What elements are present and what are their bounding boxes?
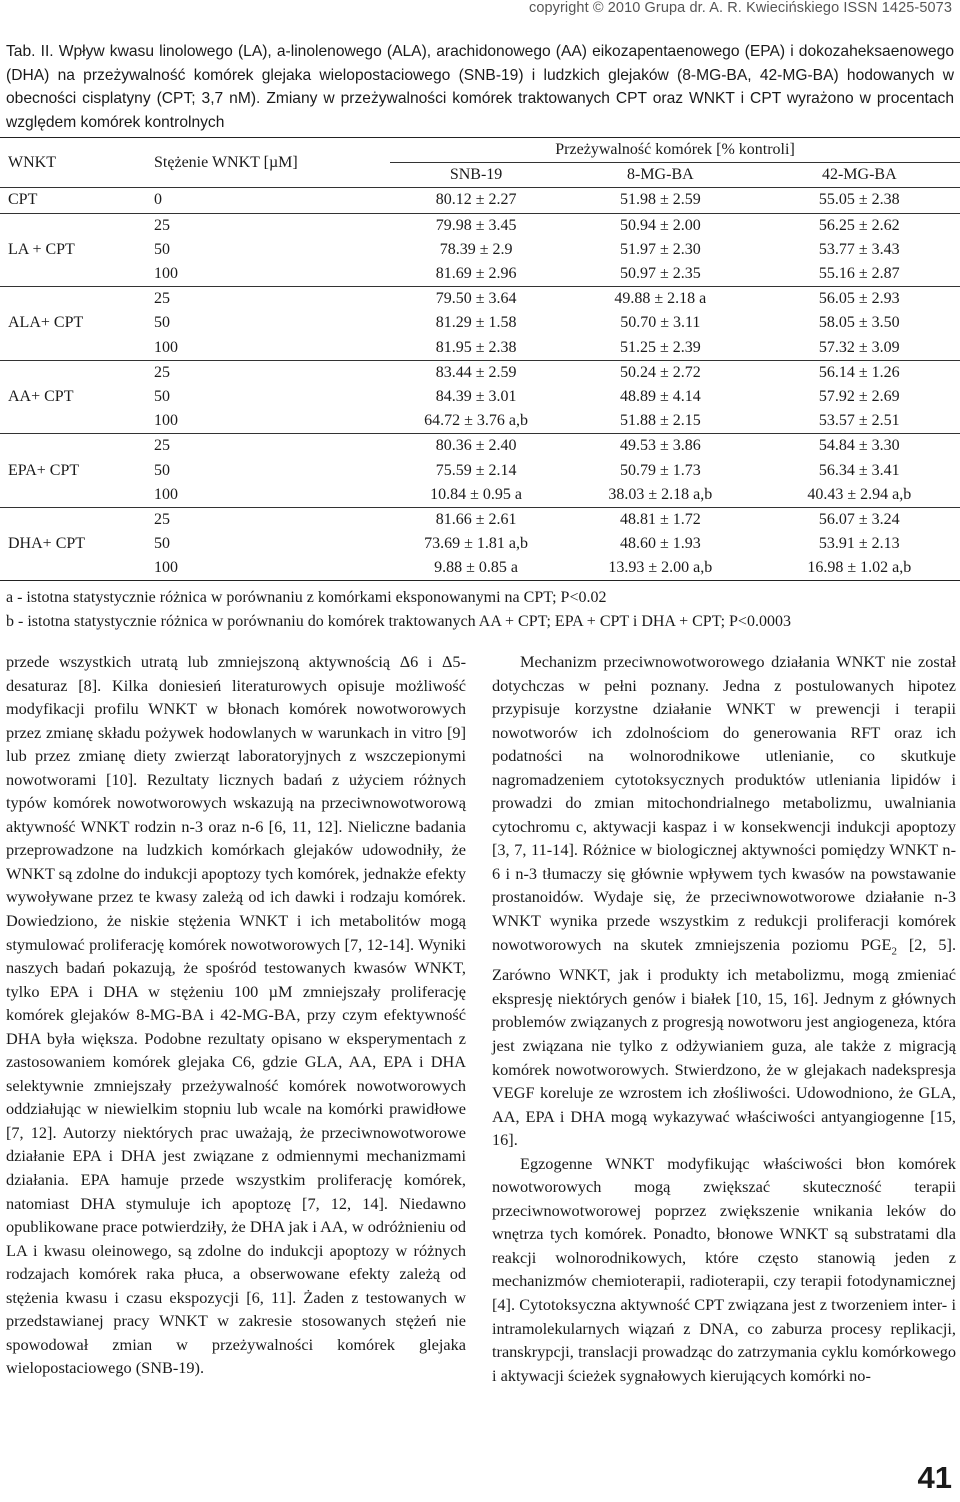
value-cell: 56.07 ± 3.24 xyxy=(759,507,960,532)
value-cell: 78.39 ± 2.9 xyxy=(439,240,513,258)
value-cell: 50.24 ± 2.72 xyxy=(562,360,758,385)
concentration-cell: 25 xyxy=(146,213,390,238)
value-cell: 57.32 ± 3.09 xyxy=(818,338,900,356)
value-cell: 56.25 ± 2.62 xyxy=(759,213,960,238)
value-cell: 51.25 ± 2.39 xyxy=(619,338,701,356)
body-paragraph: Egzogenne WNKT modyfikując właściwości błon komórek nowotworowych mogą zwiększać skuteczność terapii przeciwnowotworowej poprzez zwiększenie wnikania leków do wnętrza tych komórek. Ponadto, błonowe WNKT są substratami dla reakcji wolnorodnikowych, które często stanowią jeden z mechanizmów chemioterapii, radioterapii, czy terapii fotodynamicznej [4]. Cytotoksyczna aktywność CPT związana jest z tworzeniem inter- i intramolekularnych wiązań z DNA, co zaburza procesy replikacji, transkrypcji, translacji prowadząc do zatrzymania cyklu komórkowego i aktywacji ścieżek sygnałowych kierujących komórki no- xyxy=(492,1153,956,1385)
value-cell: 55.05 ± 2.38 xyxy=(818,191,900,209)
value-cell: 53.77 ± 3.43 xyxy=(818,240,900,258)
value-cell: 49.88 ± 2.18 a xyxy=(562,287,758,312)
table-row xyxy=(0,434,960,459)
body-paragraph xyxy=(492,650,956,1152)
concentration-cell: 50 xyxy=(154,314,171,332)
header-snb19: SNB-19 xyxy=(390,163,562,188)
table-row xyxy=(0,360,960,385)
value-cell: 51.88 ± 2.15 xyxy=(619,412,701,430)
value-cell: 55.16 ± 2.87 xyxy=(818,265,900,283)
table-row xyxy=(0,188,960,213)
concentration-cell: 0 xyxy=(154,191,163,209)
concentration-cell: 50 xyxy=(154,535,171,553)
concentration-cell: 25 xyxy=(146,360,390,385)
table-notes xyxy=(6,586,956,634)
note-a: a - istotna statystycznie różnica w porównaniu z komórkami eksponowanymi na CPT; P<0.02 xyxy=(6,589,607,606)
value-cell: 50.94 ± 2.00 xyxy=(562,213,758,238)
concentration-cell: 25 xyxy=(146,287,390,312)
value-cell: 54.84 ± 3.30 xyxy=(759,434,960,459)
value-cell: 10.84 ± 0.95 a xyxy=(430,485,523,503)
header-survival-group: Przeżywalność komórek [% kontroli] xyxy=(390,138,960,163)
copyright-line: copyright © 2010 Grupa dr. A. R. Kwiecińskiego ISSN 1425-5073 xyxy=(528,0,952,16)
agent-cell: AA+ CPT xyxy=(0,360,146,434)
table-row xyxy=(0,213,960,238)
table-caption-text: Wpływ kwasu linolowego (LA), a-linolenowego (ALA), arachidonowego (AA) eikozapentaenowego (EPA) i dokozaheksaenowego (DHA) na przeżywalność komórek glejaka wielopostaciowego (SNB-19) i ludzkich glejaków (8-MG-BA, 42-MG-BA) hodowanych w obecności cisplatyny (CPT; 3,7 nM). Zmiany w przeżywalności komórek traktowanych CPT oraz WNKT i CPT wyrażono w procentach względem komórek kontrolnych xyxy=(6,43,954,131)
value-cell: 84.39 ± 3.01 xyxy=(435,387,517,405)
value-cell: 51.97 ± 2.30 xyxy=(619,240,701,258)
header-8mgba: 8-MG-BA xyxy=(562,163,758,188)
value-cell: 73.69 ± 1.81 a,b xyxy=(424,535,529,553)
value-cell: 50.70 ± 3.11 xyxy=(620,314,701,332)
header-agent: WNKT xyxy=(0,138,146,188)
survival-table xyxy=(0,137,960,581)
body-text: [2, 5]. Zarówno WNKT, jak i produkty ich metabolizmu, mogą zmieniać ekspresję niektórych genów i białek [10, 15, 16]. Jednym z głównych problemów związanych z progresją nowotworu jest angiogeneza, która jest związana nie tylko z odżywianiem guza, ale także z migracją komórek nowotworowych. Stwierdzono, że w glejakach nadekspresja VEGF koreluje ze wzrostem ich złośliwości. Udowodniono, że GLA, AA, EPA i DHA mogą wykazywać właściwości antyangiogenne [15, 16]. xyxy=(492,934,957,1150)
concentration-cell: 25 xyxy=(146,434,390,459)
value-cell: 75.59 ± 2.14 xyxy=(435,461,517,479)
header-42mgba: 42-MG-BA xyxy=(759,163,960,188)
subscript: 2 xyxy=(891,944,897,957)
agent-cell: DHA+ CPT xyxy=(0,507,146,581)
table-caption-label: Tab. II. xyxy=(6,43,54,60)
page-number: 41 xyxy=(917,1460,952,1495)
concentration-cell: 100 xyxy=(154,338,179,356)
value-cell: 50.97 ± 2.35 xyxy=(619,265,701,283)
agent-cell: LA + CPT xyxy=(0,213,146,287)
value-cell: 58.05 ± 3.50 xyxy=(818,314,900,332)
value-cell: 53.57 ± 2.51 xyxy=(818,412,900,430)
concentration-cell: 50 xyxy=(154,461,171,479)
table-caption xyxy=(6,40,954,134)
value-cell: 48.81 ± 1.72 xyxy=(562,507,758,532)
value-cell: 80.36 ± 2.40 xyxy=(390,434,562,459)
concentration-cell: 100 xyxy=(154,265,179,283)
concentration-cell: 50 xyxy=(154,240,171,258)
value-cell: 49.53 ± 3.86 xyxy=(562,434,758,459)
value-cell: 38.03 ± 2.18 a,b xyxy=(608,485,713,503)
concentration-cell: 100 xyxy=(146,556,390,581)
value-cell: 64.72 ± 3.76 a,b xyxy=(424,412,529,430)
agent-cell: EPA+ CPT xyxy=(0,434,146,508)
value-cell: 53.91 ± 2.13 xyxy=(818,535,900,553)
value-cell: 81.66 ± 2.61 xyxy=(390,507,562,532)
value-cell: 13.93 ± 2.00 a,b xyxy=(562,556,758,581)
value-cell: 51.98 ± 2.59 xyxy=(619,191,701,209)
body-text: Mechanizm przeciwnowotworowego działania WNKT nie został dotychczas w pełni poznany. Jedna z postulowanych hipotez przypisuje korzystne działanie WNKT w prewencji i terapii nowotworów ich zdolnościom do generowania RFT oraz ich podatności na wolnorodnikowe utlenianie, co skutkuje nagromadzeniem cytotoksycznych produktów utleniania lipidów i prowadzi do zmian mitochondrialnego metabolizmu, uwalniania cytochromu c, aktywacji kaspaz i w konsekwencji indukcji apoptozy [3, 7, 11-14]. Różnice w biologicznej aktywności pomiędzy WNKT n-6 i n-3 tłumaczy się głównie wpływem tych kwasów na powstawanie prostanoidów. Wydaje się, że przeciwnowotworowe działanie n-3 WNKT wynika przede wszystkim z redukcji proliferacji komórek nowotworowych na skutek zmniejszenia poziomu PGE xyxy=(492,652,956,954)
value-cell: 40.43 ± 2.94 a,b xyxy=(807,485,912,503)
body-column-left xyxy=(6,650,466,1380)
value-cell: 80.12 ± 2.27 xyxy=(435,191,517,209)
value-cell: 16.98 ± 1.02 a,b xyxy=(759,556,960,581)
concentration-cell: 50 xyxy=(154,387,171,405)
table-row xyxy=(0,287,960,312)
note-b: b - istotna statystycznie różnica w porównaniu do komórek traktowanych AA + CPT; EPA + CPT i DHA + CPT; P<0.0003 xyxy=(6,612,791,630)
agent-cell: CPT xyxy=(8,191,38,209)
value-cell: 50.79 ± 1.73 xyxy=(619,461,701,479)
agent-cell: ALA+ CPT xyxy=(0,287,146,361)
value-cell: 81.29 ± 1.58 xyxy=(435,314,517,332)
value-cell: 83.44 ± 2.59 xyxy=(390,360,562,385)
value-cell: 79.98 ± 3.45 xyxy=(390,213,562,238)
value-cell: 79.50 ± 3.64 xyxy=(390,287,562,312)
header-concentration: Stężenie WNKT [µM] xyxy=(146,138,390,188)
value-cell: 56.34 ± 3.41 xyxy=(818,461,900,479)
table-body xyxy=(0,188,960,581)
value-cell: 81.95 ± 2.38 xyxy=(435,338,517,356)
value-cell: 56.05 ± 2.93 xyxy=(759,287,960,312)
concentration-cell: 100 xyxy=(154,485,179,503)
value-cell: 81.69 ± 2.96 xyxy=(435,265,517,283)
body-paragraph: przede wszystkich utratą lub zmniejszoną aktywnością Δ6 i Δ5-desaturaz [8]. Kilka doniesień literaturowych opisuje możliwość modyfikacji profilu WNKT w błonach komórek nowotworowych przez zmianę składu pożywek hodowlanych w warunkach in vitro [9] lub przez zmianę diety zwierząt laboratoryjnych z wszczepionymi nowotworami [10]. Rezultaty licznych badań z użyciem różnych typów komórek nowotworowych wskazują na przeciwnowotworową aktywność WNKT rodzin n-3 oraz n-6 [6, 11, 12]. Nieliczne badania przeprowadzone na ludzkich komórkach glejaków udowodniły, że WNKT są zdolne do indukcji apoptozy tych komórek, jednakże efekty wywoływane przez te kwasy zależą od ich dawki i rodzaju komórek. Dowiedziono, że niskie stężenia WNKT i ich metabolitów mogą stymulować proliferację komórek nowotworowych [7, 12-14]. Wyniki naszych badań pokazują, że spośród testowanych kwasów WNKT, tylko EPA i DHA w stężeniu 100 µM zmniejszały proliferację komórek glejaków 8-MG-BA i 42-MG-BA, przy czym efektywność DHA była większa. Podobne rezultaty opisano w eksperymentach z zastosowaniem komórek glejaka C6, gdzie GLA, AA, EPA i DHA selektywnie zmniejszały przeżywalność komórek nowotworowych oddziałując w niewielkim stopniu lub wcale na komórki prawidłowe [7, 12]. Autorzy niektórych prac uważają, że przeciwnowotworowe działanie EPA i DHA jest związane z odmiennymi mechanizmami działania. EPA hamuje przede wszystkim proliferację komórek, natomiast DHA stymuluje ich apoptozę [7, 12, 14]. Niedawno opublikowane prace potwierdziły, że DHA jak i AA, w odróżnieniu od LA i kwasu oleinowego, są zdolne do indukcji apoptozy w różnych rodzajach komórek raka płuca, a obserwowane efekty zależą od stężenia kwasu i czasu ekspozycji [6, 11]. Żaden z testowanych w przedstawianej pracy WNKT w zakresie stosowanych stężeń nie spowodował zmian w przeżywalności komórek glejaka wielopostaciowego (SNB-19). xyxy=(6,652,466,1378)
value-cell: 57.92 ± 2.69 xyxy=(818,387,900,405)
body-column-right xyxy=(492,650,956,1387)
value-cell: 48.60 ± 1.93 xyxy=(619,535,701,553)
value-cell: 48.89 ± 4.14 xyxy=(619,387,701,405)
concentration-cell: 100 xyxy=(154,412,179,430)
value-cell: 56.14 ± 1.26 xyxy=(759,360,960,385)
concentration-cell: 25 xyxy=(146,507,390,532)
table-row xyxy=(0,507,960,532)
value-cell: 9.88 ± 0.85 a xyxy=(390,556,562,581)
